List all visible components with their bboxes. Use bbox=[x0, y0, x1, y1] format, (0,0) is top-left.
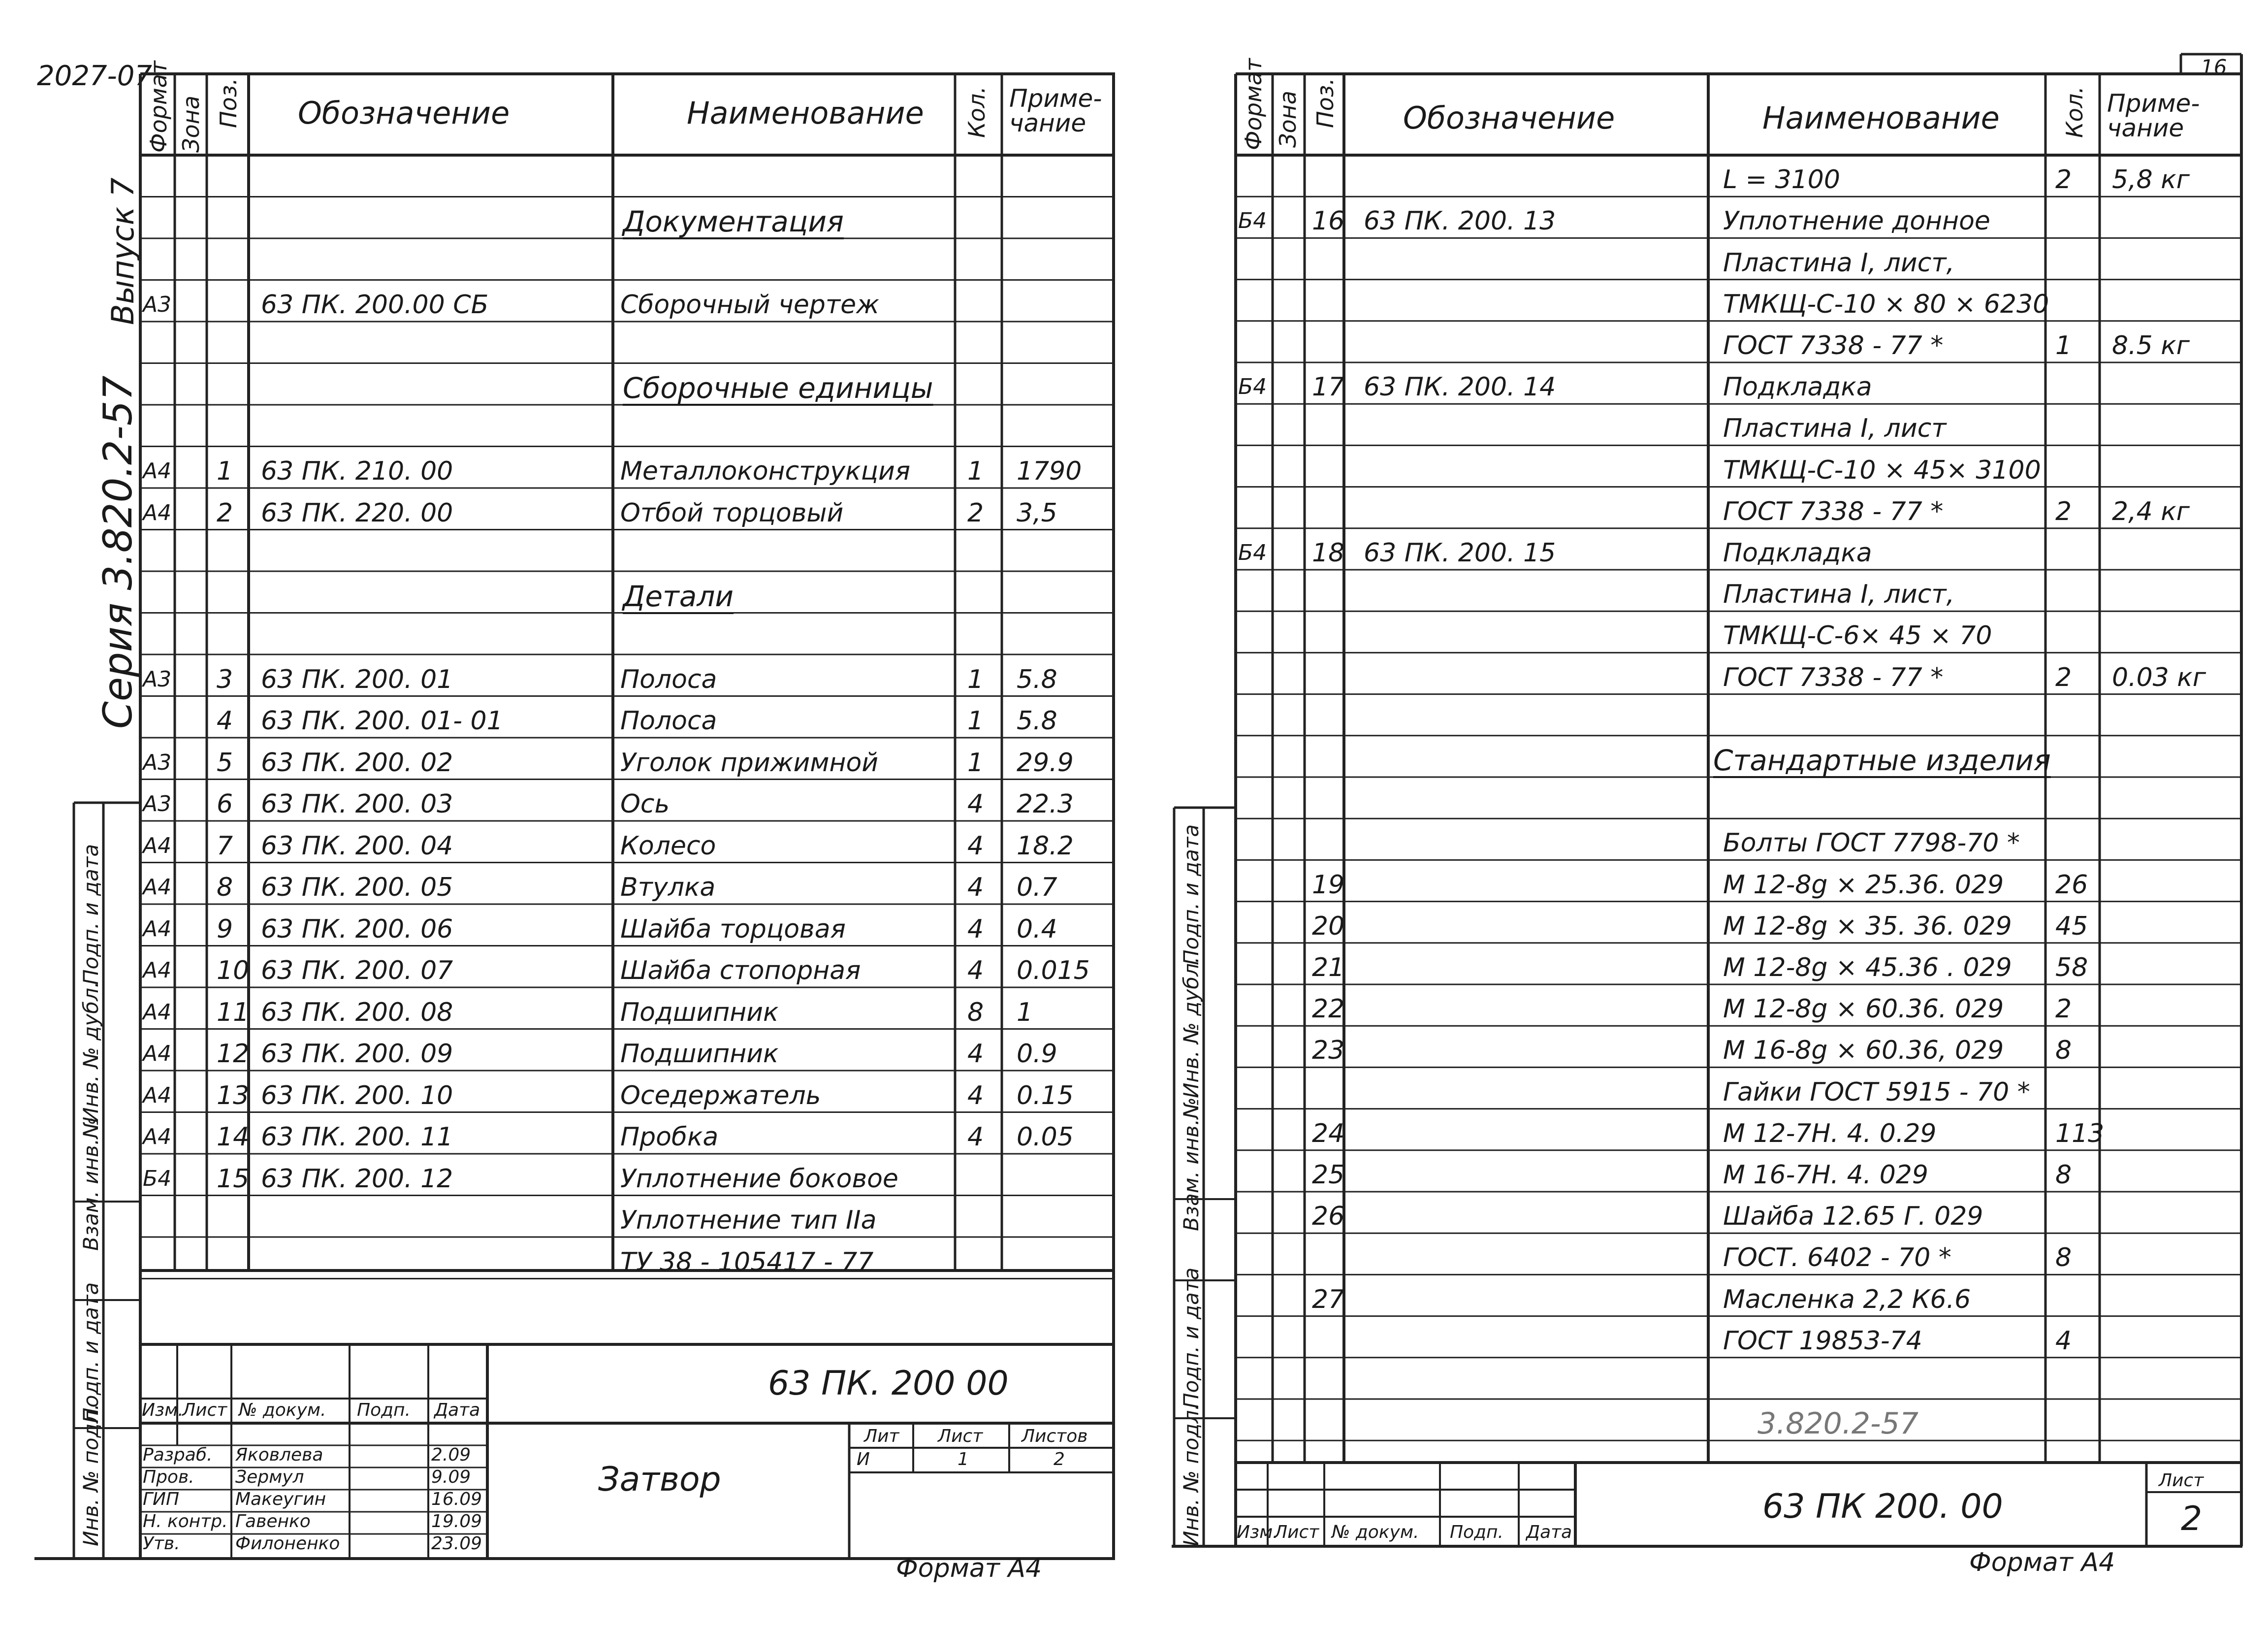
row-note: 0.05 bbox=[1017, 1122, 1074, 1152]
left-col-designation-header: Обозначение bbox=[298, 95, 510, 131]
row-name: М 12-7Н. 4. 0.29 bbox=[1723, 1118, 1937, 1148]
row-note: 5.8 bbox=[1017, 706, 1057, 736]
signature-role: ГИП bbox=[143, 1489, 180, 1509]
row-name: ГОСТ. 6402 - 70 * bbox=[1723, 1243, 1951, 1273]
row-name: Пластина I, лист, bbox=[1723, 580, 1955, 610]
row-position: 11 bbox=[217, 997, 250, 1027]
corner-doc-number: 2027-07 bbox=[37, 60, 152, 92]
row-name: ТМКЩ-С-10 × 80 × 6230 bbox=[1723, 289, 2049, 319]
row-designation: 63 ПК. 200. 09 bbox=[261, 1039, 453, 1069]
row-name: ТУ 38 - 105417 - 77 bbox=[620, 1247, 874, 1277]
series-label: Серия 3.820.2-57 bbox=[95, 375, 141, 729]
row-name: Уплотнение тип IIа bbox=[620, 1205, 877, 1235]
row-position: 8 bbox=[217, 873, 233, 902]
row-format: Б4 bbox=[143, 1166, 172, 1191]
left-col-pos-header: Поз. bbox=[215, 78, 242, 128]
row-name: М 12-8g × 60.36. 029 bbox=[1723, 994, 2004, 1024]
row-name: ТМКЩ-С-10 × 45× 3100 bbox=[1723, 455, 2041, 485]
row-quantity: 58 bbox=[2055, 953, 2088, 982]
row-designation: 63 ПК. 200. 07 bbox=[261, 956, 453, 985]
left-stamp-vzam-inv: Взам. инв.№ bbox=[79, 1117, 103, 1251]
row-name: ТМКЩ-С-6× 45 × 70 bbox=[1723, 621, 1992, 651]
row-quantity: 4 bbox=[967, 789, 984, 819]
row-name: Ось bbox=[620, 789, 670, 819]
row-name: М 16-8g × 60.36, 029 bbox=[1723, 1036, 2004, 1066]
row-format: А4 bbox=[143, 1082, 172, 1108]
left-col-note-header-1: Приме- bbox=[1009, 84, 1102, 113]
row-name: 3.820.2-57 bbox=[1757, 1406, 1919, 1441]
right-list-value: 2 bbox=[2181, 1499, 2203, 1538]
row-position: 7 bbox=[217, 831, 233, 861]
row-designation: 63 ПК. 200. 15 bbox=[1364, 538, 1556, 568]
signature-date: 23.09 bbox=[431, 1533, 482, 1554]
signature-person: Зермул bbox=[235, 1467, 304, 1487]
row-quantity: 4 bbox=[967, 914, 984, 944]
row-position: 17 bbox=[1312, 372, 1345, 402]
row-note: 2,4 кг bbox=[2112, 496, 2190, 526]
row-quantity: 8 bbox=[2055, 1160, 2072, 1190]
row-designation: 63 ПК. 200. 10 bbox=[261, 1080, 453, 1110]
right-col-name-header: Наименование bbox=[1762, 100, 2000, 136]
section-heading: Детали bbox=[623, 579, 734, 613]
row-name: Пластина I, лист, bbox=[1723, 248, 1955, 278]
row-name: Гайки ГОСТ 5915 - 70 * bbox=[1723, 1077, 2030, 1107]
signature-person: Макеугин bbox=[235, 1489, 326, 1509]
row-note: 0.7 bbox=[1017, 873, 1057, 902]
right-col-zone-header: Зона bbox=[1275, 91, 1301, 148]
row-quantity: 4 bbox=[967, 1122, 984, 1152]
right-stamp-inv-podl: Инв. № подл. bbox=[1179, 1403, 1203, 1546]
row-position: 21 bbox=[1312, 953, 1345, 982]
row-format: Б4 bbox=[1238, 540, 1267, 565]
left-head-podp: Подп. bbox=[357, 1400, 411, 1420]
section-heading: Сборочные единицы bbox=[623, 371, 933, 405]
row-note: 22.3 bbox=[1017, 789, 1074, 819]
row-format: А4 bbox=[143, 1124, 172, 1149]
left-head-izm: Изм. bbox=[142, 1400, 184, 1420]
corner-sheet-number: 16 bbox=[2201, 55, 2227, 79]
row-name: Втулка bbox=[620, 873, 716, 902]
row-designation: 63 ПК. 200. 05 bbox=[261, 873, 453, 902]
signature-role: Н. контр. bbox=[143, 1511, 228, 1531]
row-name: Подкладка bbox=[1723, 538, 1872, 568]
right-stamp-inv-dubl: Инв. № дубл. bbox=[1179, 956, 1203, 1098]
row-quantity: 1 bbox=[967, 706, 984, 736]
row-name: L = 3100 bbox=[1723, 165, 1840, 195]
row-quantity: 4 bbox=[967, 956, 984, 985]
row-position: 5 bbox=[217, 748, 233, 778]
row-quantity: 4 bbox=[967, 873, 984, 902]
row-quantity: 2 bbox=[2055, 994, 2072, 1024]
right-stamp-podp-data-2: Подп. и дата bbox=[1179, 824, 1203, 965]
row-quantity: 4 bbox=[2055, 1326, 2072, 1356]
row-designation: 63 ПК. 200. 04 bbox=[261, 831, 453, 861]
row-note: 0.03 кг bbox=[2112, 662, 2206, 692]
row-name: Оседержатель bbox=[620, 1080, 821, 1110]
row-quantity: 8 bbox=[2055, 1036, 2072, 1066]
row-name: М 12-8g × 25.36. 029 bbox=[1723, 870, 2004, 900]
left-head-list: Лист bbox=[182, 1400, 227, 1420]
row-name: Уплотнение боковое bbox=[620, 1164, 898, 1194]
row-quantity: 113 bbox=[2055, 1118, 2105, 1148]
section-heading: Стандартные изделия bbox=[1713, 744, 2051, 777]
row-designation: 63 ПК. 200. 13 bbox=[1364, 206, 1556, 236]
row-name: ГОСТ 7338 - 77 * bbox=[1723, 662, 1944, 692]
row-note: 1790 bbox=[1017, 456, 1082, 486]
row-name: ГОСТ 19853-74 bbox=[1723, 1326, 1922, 1356]
row-name: Уголок прижимной bbox=[620, 748, 879, 778]
row-note: 0.4 bbox=[1017, 914, 1057, 944]
row-name: Болты ГОСТ 7798-70 * bbox=[1723, 828, 2020, 858]
right-head-data: Дата bbox=[1526, 1522, 1572, 1542]
signature-role: Разраб. bbox=[143, 1445, 213, 1465]
row-name: Пластина I, лист bbox=[1723, 414, 1947, 444]
left-lit-label: Лит bbox=[864, 1426, 899, 1446]
right-col-qty-header: Кол. bbox=[2061, 86, 2088, 138]
row-name: Металлоконструкция bbox=[620, 456, 911, 486]
right-title-designation: 63 ПК 200. 00 bbox=[1762, 1487, 2003, 1526]
row-position: 12 bbox=[217, 1039, 250, 1069]
row-name: ГОСТ 7338 - 77 * bbox=[1723, 496, 1944, 526]
row-quantity: 45 bbox=[2055, 911, 2088, 941]
left-col-name-header: Наименование bbox=[687, 95, 924, 131]
row-quantity: 1 bbox=[967, 748, 984, 778]
row-quantity: 4 bbox=[967, 1039, 984, 1069]
left-col-format-header: Формат bbox=[145, 61, 172, 153]
row-quantity: 26 bbox=[2055, 870, 2088, 900]
row-name: Сборочный чертеж bbox=[620, 290, 879, 320]
left-lit-value: И bbox=[857, 1449, 870, 1469]
signature-date: 19.09 bbox=[431, 1511, 482, 1531]
left-title-name: Затвор bbox=[598, 1460, 721, 1499]
row-name: Подшипник bbox=[620, 1039, 779, 1069]
row-note: 5.8 bbox=[1017, 664, 1057, 694]
row-name: Подшипник bbox=[620, 997, 779, 1027]
left-stamp-inv-dubl: Инв. № дубл. bbox=[79, 981, 103, 1123]
right-col-note-header-1: Приме- bbox=[2107, 89, 2200, 118]
row-designation: 63 ПК. 200. 12 bbox=[261, 1164, 453, 1194]
row-designation: 63 ПК. 210. 00 bbox=[261, 456, 453, 486]
row-name: Шайба 12.65 Г. 029 bbox=[1723, 1202, 1983, 1232]
left-stamp-podp-data-2: Подп. и дата bbox=[79, 844, 103, 985]
row-format: Б4 bbox=[1238, 374, 1267, 400]
row-note: 0.9 bbox=[1017, 1039, 1057, 1069]
left-listov-label: Листов bbox=[1022, 1426, 1088, 1446]
row-position: 20 bbox=[1312, 911, 1345, 941]
left-stamp-inv-podl: Инв. № подл. bbox=[79, 1403, 103, 1546]
row-position: 6 bbox=[217, 789, 233, 819]
row-note: 3,5 bbox=[1017, 498, 1057, 528]
row-position: 15 bbox=[217, 1164, 250, 1194]
row-designation: 63 ПК. 200. 03 bbox=[261, 789, 453, 819]
right-stamp-podp-data-1: Подп. и дата bbox=[1179, 1267, 1203, 1408]
row-format: А4 bbox=[143, 875, 172, 900]
row-note: 29.9 bbox=[1017, 748, 1074, 778]
row-name: Шайба стопорная bbox=[620, 956, 861, 985]
row-position: 1 bbox=[217, 456, 233, 486]
row-format: А3 bbox=[143, 749, 172, 775]
signature-date: 2.09 bbox=[431, 1445, 471, 1465]
row-note: 8.5 кг bbox=[2112, 331, 2190, 360]
row-note: 1 bbox=[1017, 997, 1033, 1027]
left-col-qty-header: Кол. bbox=[963, 86, 990, 138]
right-head-izm: Изм. bbox=[1237, 1522, 1278, 1542]
left-title-designation: 63 ПК. 200 00 bbox=[768, 1364, 1009, 1403]
row-quantity: 8 bbox=[2055, 1243, 2072, 1273]
row-quantity: 2 bbox=[2055, 496, 2072, 526]
row-position: 27 bbox=[1312, 1284, 1345, 1314]
section-heading: Документация bbox=[623, 205, 844, 238]
row-designation: 63 ПК. 220. 00 bbox=[261, 498, 453, 528]
row-format: А4 bbox=[143, 916, 172, 942]
left-col-zone-header: Зона bbox=[178, 96, 204, 153]
row-quantity: 4 bbox=[967, 1080, 984, 1110]
row-designation: 63 ПК. 200. 08 bbox=[261, 997, 453, 1027]
right-col-pos-header: Поз. bbox=[1312, 78, 1339, 128]
row-position: 16 bbox=[1312, 206, 1345, 236]
signature-person: Гавенко bbox=[235, 1511, 311, 1531]
left-list-value: 1 bbox=[958, 1449, 969, 1469]
row-quantity: 4 bbox=[967, 831, 984, 861]
row-designation: 63 ПК. 200. 01 bbox=[261, 664, 453, 694]
row-name: ГОСТ 7338 - 77 * bbox=[1723, 331, 1944, 360]
row-note: 5,8 кг bbox=[2112, 165, 2190, 195]
row-note: 18.2 bbox=[1017, 831, 1074, 861]
row-position: 2 bbox=[217, 498, 233, 528]
row-format: А4 bbox=[143, 458, 172, 484]
row-position: 22 bbox=[1312, 994, 1345, 1024]
left-head-doc: № докум. bbox=[239, 1400, 326, 1420]
row-position: 25 bbox=[1312, 1160, 1345, 1190]
row-format: А4 bbox=[143, 500, 172, 525]
row-format: А4 bbox=[143, 1041, 172, 1066]
row-format: А3 bbox=[143, 791, 172, 816]
row-format: Б4 bbox=[1238, 208, 1267, 234]
signature-date: 16.09 bbox=[431, 1489, 482, 1509]
signature-role: Утв. bbox=[143, 1533, 180, 1554]
right-col-note-header-2: чание bbox=[2107, 114, 2184, 142]
row-format: А4 bbox=[143, 833, 172, 858]
right-col-format-header: Формат bbox=[1240, 58, 1267, 150]
row-position: 23 bbox=[1312, 1036, 1345, 1066]
row-name: Шайба торцовая bbox=[620, 914, 846, 944]
row-position: 24 bbox=[1312, 1118, 1345, 1148]
row-format: А4 bbox=[143, 999, 172, 1025]
left-col-note-header-2: чание bbox=[1009, 109, 1086, 137]
row-quantity: 2 bbox=[2055, 165, 2072, 195]
row-format: А3 bbox=[143, 666, 172, 692]
row-quantity: 2 bbox=[967, 498, 984, 528]
right-head-doc: № докум. bbox=[1332, 1522, 1419, 1542]
row-position: 3 bbox=[217, 664, 233, 694]
row-name: Полоса bbox=[620, 706, 717, 736]
right-col-designation-header: Обозначение bbox=[1403, 100, 1615, 136]
row-quantity: 8 bbox=[967, 997, 984, 1027]
row-designation: 63 ПК. 200. 11 bbox=[261, 1122, 453, 1152]
row-name: М 16-7Н. 4. 029 bbox=[1723, 1160, 1928, 1190]
left-head-data: Дата bbox=[434, 1400, 480, 1420]
row-name: Полоса bbox=[620, 664, 717, 694]
row-position: 19 bbox=[1312, 870, 1345, 900]
left-stamp-podp-data-1: Подп. и дата bbox=[79, 1282, 103, 1423]
row-name: Пробка bbox=[620, 1122, 719, 1152]
row-name: Масленка 2,2 К6.6 bbox=[1723, 1284, 1971, 1314]
row-designation: 63 ПК. 200. 06 bbox=[261, 914, 453, 944]
row-name: Отбой торцовый bbox=[620, 498, 844, 528]
row-designation: 63 ПК. 200. 01- 01 bbox=[261, 706, 503, 736]
row-quantity: 1 bbox=[2055, 331, 2072, 360]
signature-person: Яковлева bbox=[235, 1445, 323, 1465]
row-name: Колесо bbox=[620, 831, 716, 861]
row-name: Уплотнение донное bbox=[1723, 206, 1990, 236]
row-quantity: 1 bbox=[967, 664, 984, 694]
row-quantity: 2 bbox=[2055, 662, 2072, 692]
right-format-label: Формат А4 bbox=[1969, 1548, 2115, 1577]
row-designation: 63 ПК. 200. 14 bbox=[1364, 372, 1556, 402]
right-stamp-vzam-inv: Взам. инв.№ bbox=[1179, 1097, 1203, 1231]
row-position: 18 bbox=[1312, 538, 1345, 568]
left-format-label: Формат А4 bbox=[896, 1554, 1042, 1583]
row-format: А3 bbox=[143, 292, 172, 317]
left-listov-value: 2 bbox=[1054, 1449, 1065, 1469]
row-designation: 63 ПК. 200. 02 bbox=[261, 748, 453, 778]
signature-role: Пров. bbox=[143, 1467, 194, 1487]
right-head-podp: Подп. bbox=[1450, 1522, 1503, 1542]
right-list-label: Лист bbox=[2159, 1470, 2204, 1491]
row-position: 9 bbox=[217, 914, 233, 944]
row-name: М 12-8g × 45.36 . 029 bbox=[1723, 953, 2012, 982]
row-format: А4 bbox=[143, 958, 172, 983]
row-position: 10 bbox=[217, 956, 250, 985]
signature-date: 9.09 bbox=[431, 1467, 471, 1487]
right-head-list: Лист bbox=[1274, 1522, 1319, 1542]
row-position: 13 bbox=[217, 1080, 250, 1110]
row-quantity: 1 bbox=[967, 456, 984, 486]
left-list-label: Лист bbox=[938, 1426, 983, 1446]
row-position: 4 bbox=[217, 706, 233, 736]
row-note: 0.015 bbox=[1017, 956, 1090, 985]
vypusk-label: Выпуск 7 bbox=[105, 177, 141, 325]
row-note: 0.15 bbox=[1017, 1080, 1074, 1110]
row-position: 26 bbox=[1312, 1202, 1345, 1232]
row-designation: 63 ПК. 200.00 СБ bbox=[261, 290, 489, 320]
row-name: Подкладка bbox=[1723, 372, 1872, 402]
row-name: М 12-8g × 35. 36. 029 bbox=[1723, 911, 2012, 941]
row-position: 14 bbox=[217, 1122, 250, 1152]
signature-person: Филоненко bbox=[235, 1533, 340, 1554]
